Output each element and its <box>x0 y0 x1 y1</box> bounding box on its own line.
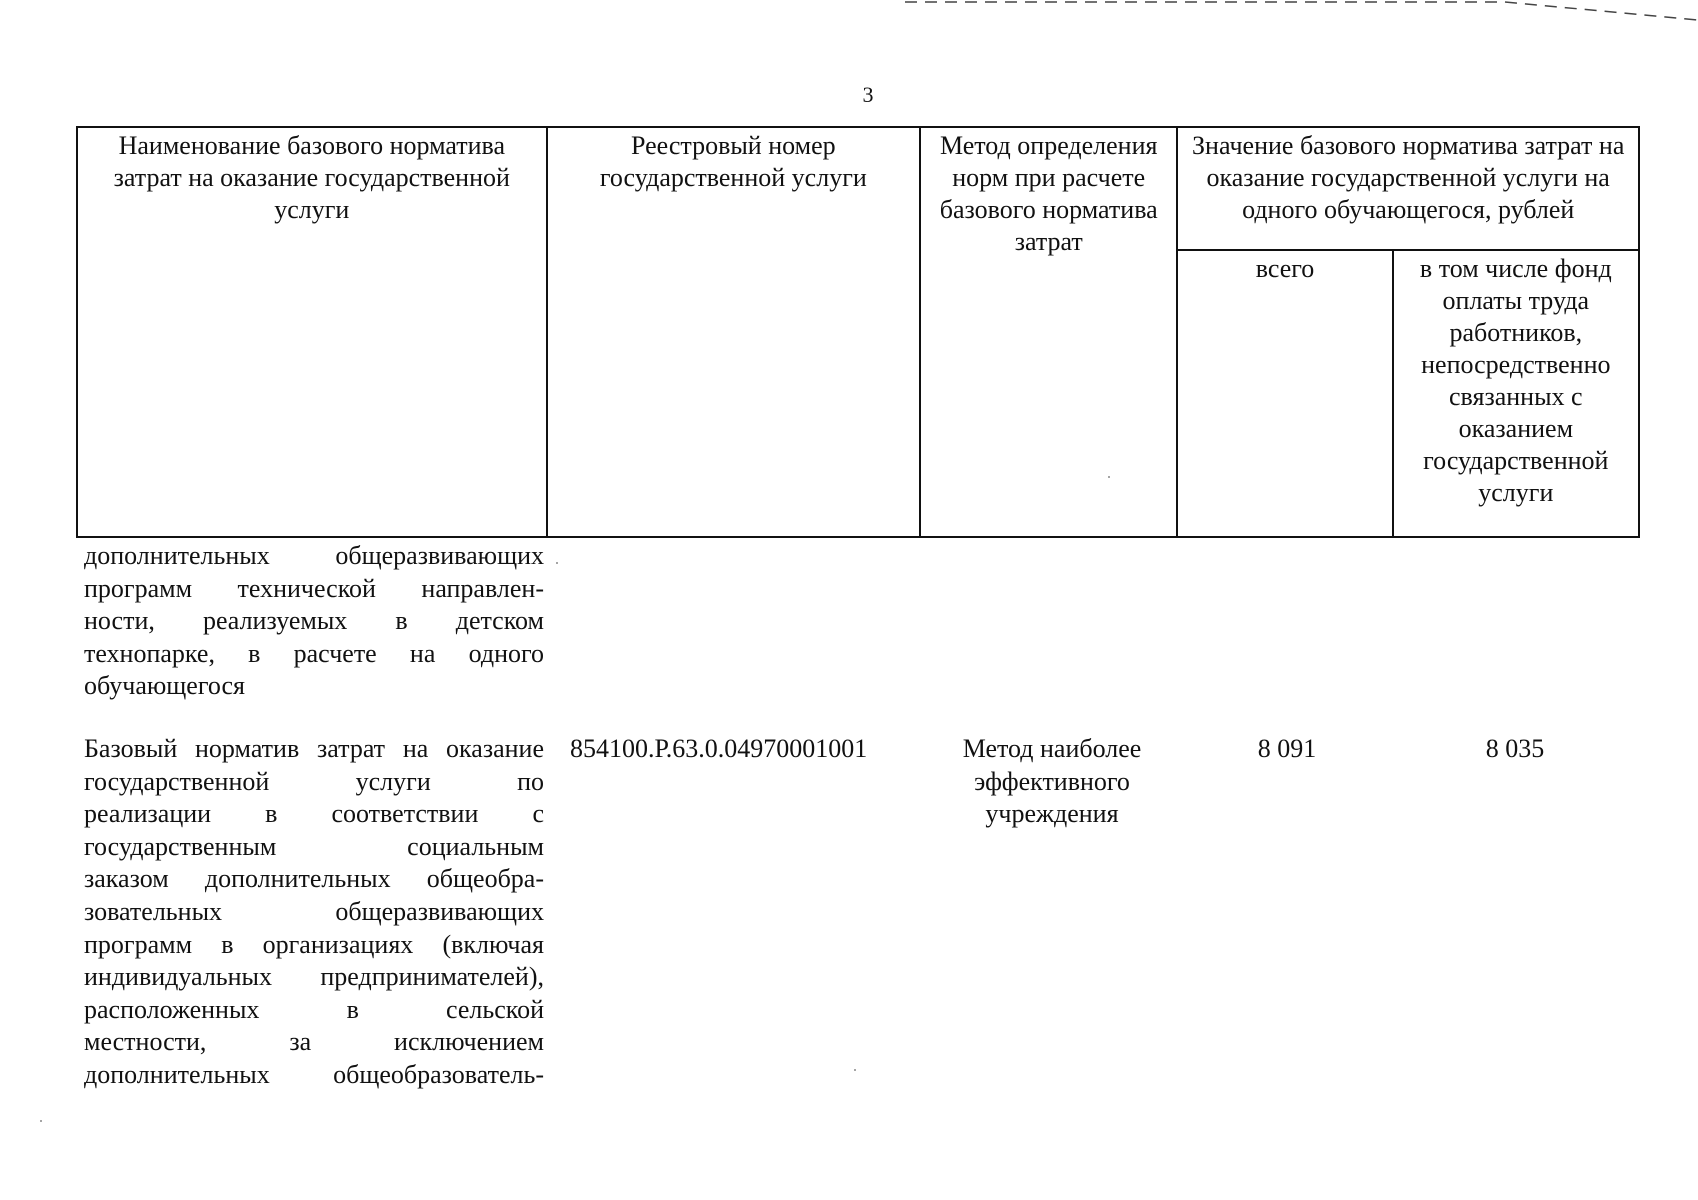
row2-name <box>84 733 544 1092</box>
scan-speck <box>40 1120 42 1122</box>
text-line: зовательных общеразвивающих <box>84 896 544 926</box>
text-line: местности, за исключением <box>84 1027 544 1057</box>
dashed-cut-line <box>905 0 1698 22</box>
row2-registry-number: 854100.Р.63.0.04970001001 <box>570 734 868 763</box>
text-line: обучающегося <box>84 671 246 701</box>
text-line: государственной услуги по <box>84 766 544 796</box>
text-line: технопарке, в расчете на одного <box>84 638 544 668</box>
header-method: Метод определения норм при расчете базового норматива затрат <box>920 127 1177 537</box>
header-total: всего <box>1177 250 1392 537</box>
header-table <box>76 126 1640 538</box>
text-line: реализации в соответствии с <box>84 799 544 829</box>
scan-speck <box>1108 476 1110 478</box>
text-line: расположенных в сельской <box>84 994 544 1024</box>
header-payroll: в том числе фонд оплаты труда работников, непосредственно связанных с оказанием государственной услуги <box>1393 250 1639 537</box>
text-line: государственным социальным <box>84 831 544 861</box>
text-line: дополнительных общеобразователь- <box>84 1059 544 1089</box>
text-line: дополнительных общеразвивающих <box>84 541 544 570</box>
text-line: ности, реализуемых в детском <box>84 606 544 636</box>
row1-name-continuation <box>84 540 544 703</box>
text-line: Базовый норматив затрат на оказание <box>84 734 544 763</box>
text-line: программ в организациях (включая <box>84 929 544 959</box>
page-number: 3 <box>862 82 874 107</box>
row2-payroll-value: 8 035 <box>1485 734 1545 763</box>
header-name: Наименование базового норматива затрат на оказание государственной услуги <box>77 127 547 537</box>
header-value: Значение базового норматива затрат на оказание государственной услуги на одного обучающегося, рублей <box>1177 127 1639 250</box>
text-line: заказом дополнительных общеобра- <box>84 864 544 894</box>
text-line: индивидуальных предпринимателей), <box>84 962 544 992</box>
row2-method: Метод наиболее эффективного учреждения <box>962 734 1142 829</box>
scan-speck <box>854 1069 856 1071</box>
row2-total-value: 8 091 <box>1257 734 1317 763</box>
text-line: программ технической направлен- <box>84 573 544 603</box>
header-registry-number: Реестровый номер государственной услуги <box>547 127 920 537</box>
scan-speck <box>556 562 558 564</box>
